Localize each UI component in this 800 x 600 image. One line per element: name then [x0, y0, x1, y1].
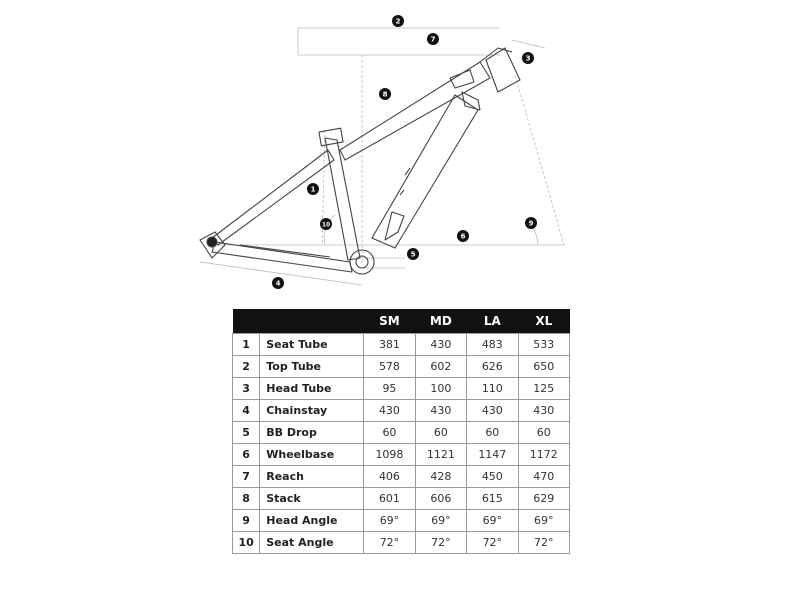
row-number: 2 — [233, 356, 260, 378]
row-measurement-name: Seat Angle — [260, 532, 364, 554]
header-size-la: LA — [467, 309, 518, 334]
header-size-sm: SM — [364, 309, 415, 334]
marker-8 — [379, 88, 391, 100]
row-value-la: 72° — [467, 532, 518, 554]
row-value-sm: 578 — [364, 356, 415, 378]
marker-10 — [320, 218, 332, 230]
row-value-xl: 1172 — [518, 444, 569, 466]
row-number: 9 — [233, 510, 260, 532]
row-measurement-name: Head Angle — [260, 510, 364, 532]
table-row — [233, 378, 570, 400]
svg-text:9: 9 — [528, 219, 534, 228]
row-value-sm: 60 — [364, 422, 415, 444]
row-value-md: 72° — [415, 532, 466, 554]
table-row — [233, 422, 570, 444]
row-value-la: 615 — [467, 488, 518, 510]
header-num — [233, 309, 260, 334]
marker-badges — [272, 15, 537, 289]
row-value-md: 1121 — [415, 444, 466, 466]
geometry-table — [232, 309, 570, 554]
table-row — [233, 510, 570, 532]
row-value-la: 450 — [467, 466, 518, 488]
svg-text:7: 7 — [430, 35, 436, 44]
row-number: 1 — [233, 334, 260, 356]
row-value-md: 602 — [415, 356, 466, 378]
row-number: 4 — [233, 400, 260, 422]
header-name — [260, 309, 364, 334]
row-value-md: 428 — [415, 466, 466, 488]
table-body — [233, 334, 570, 554]
svg-text:2: 2 — [395, 17, 401, 26]
row-value-sm: 1098 — [364, 444, 415, 466]
row-number: 6 — [233, 444, 260, 466]
svg-text:1: 1 — [310, 185, 316, 194]
row-value-la: 430 — [467, 400, 518, 422]
svg-text:6: 6 — [460, 232, 466, 241]
row-number: 7 — [233, 466, 260, 488]
row-value-xl: 60 — [518, 422, 569, 444]
svg-text:4: 4 — [275, 279, 281, 288]
row-value-md: 606 — [415, 488, 466, 510]
row-value-md: 60 — [415, 422, 466, 444]
row-measurement-name: Stack — [260, 488, 364, 510]
row-value-sm: 406 — [364, 466, 415, 488]
row-value-md: 430 — [415, 400, 466, 422]
row-value-la: 69° — [467, 510, 518, 532]
row-value-xl: 72° — [518, 532, 569, 554]
row-measurement-name: BB Drop — [260, 422, 364, 444]
row-value-xl: 470 — [518, 466, 569, 488]
marker-9 — [525, 217, 537, 229]
row-number: 3 — [233, 378, 260, 400]
row-value-md: 100 — [415, 378, 466, 400]
row-value-md: 430 — [415, 334, 466, 356]
table-row — [233, 400, 570, 422]
row-measurement-name: Seat Tube — [260, 334, 364, 356]
header-size-xl: XL — [518, 309, 569, 334]
marker-5 — [407, 248, 419, 260]
row-number: 5 — [233, 422, 260, 444]
marker-4 — [272, 277, 284, 289]
row-value-xl: 650 — [518, 356, 569, 378]
svg-text:5: 5 — [410, 250, 416, 259]
row-value-xl: 629 — [518, 488, 569, 510]
table-row — [233, 532, 570, 554]
table-row — [233, 444, 570, 466]
row-value-sm: 69° — [364, 510, 415, 532]
row-measurement-name: Wheelbase — [260, 444, 364, 466]
svg-text:10: 10 — [321, 221, 331, 229]
row-value-md: 69° — [415, 510, 466, 532]
row-measurement-name: Reach — [260, 466, 364, 488]
marker-1 — [307, 183, 319, 195]
table-row — [233, 356, 570, 378]
row-value-xl: 125 — [518, 378, 569, 400]
table-row — [233, 488, 570, 510]
row-measurement-name: Head Tube — [260, 378, 364, 400]
marker-2 — [392, 15, 404, 27]
row-value-sm: 601 — [364, 488, 415, 510]
row-number: 8 — [233, 488, 260, 510]
row-value-la: 110 — [467, 378, 518, 400]
marker-3 — [522, 52, 534, 64]
bike-frame — [200, 48, 520, 274]
row-value-la: 1147 — [467, 444, 518, 466]
row-value-la: 483 — [467, 334, 518, 356]
table-row — [233, 466, 570, 488]
row-value-sm: 72° — [364, 532, 415, 554]
row-value-la: 60 — [467, 422, 518, 444]
marker-7 — [427, 33, 439, 45]
svg-text:3: 3 — [525, 54, 531, 63]
header-size-md: MD — [415, 309, 466, 334]
row-value-sm: 95 — [364, 378, 415, 400]
row-value-xl: 69° — [518, 510, 569, 532]
row-value-la: 626 — [467, 356, 518, 378]
svg-text:8: 8 — [382, 90, 388, 99]
row-value-sm: 381 — [364, 334, 415, 356]
row-number: 10 — [233, 532, 260, 554]
row-measurement-name: Top Tube — [260, 356, 364, 378]
table-header-row — [233, 309, 570, 334]
row-value-xl: 430 — [518, 400, 569, 422]
row-value-xl: 533 — [518, 334, 569, 356]
row-value-sm: 430 — [364, 400, 415, 422]
row-measurement-name: Chainstay — [260, 400, 364, 422]
marker-6 — [457, 230, 469, 242]
table-row — [233, 334, 570, 356]
